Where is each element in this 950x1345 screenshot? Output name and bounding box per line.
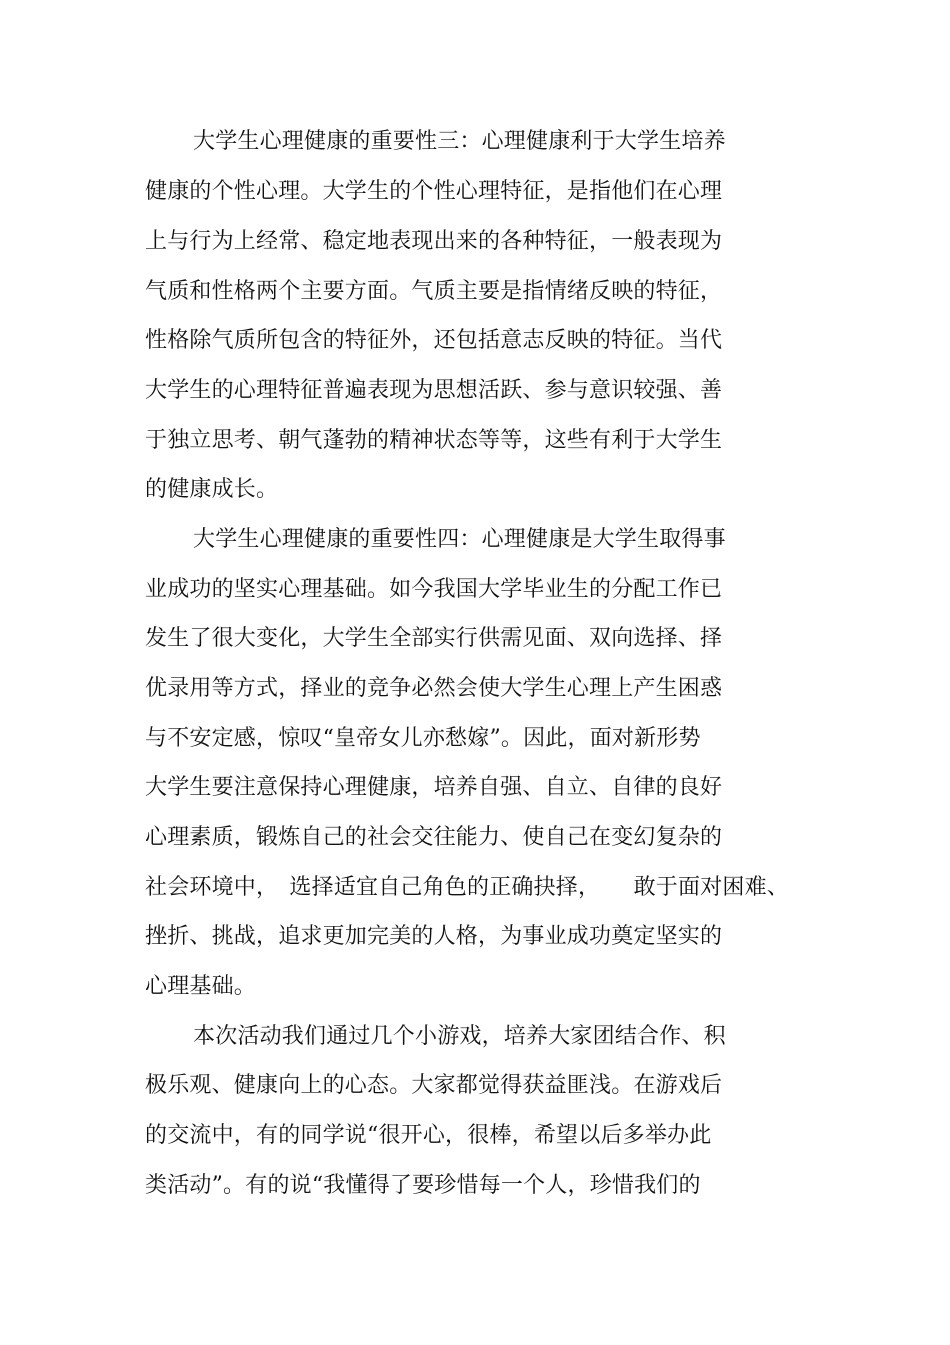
paragraph-3-line-2: 健康的个性心理。大学生的个性心理特征，是指他们在心理 — [145, 179, 723, 204]
paragraph-4-line-10: 心理基础。 — [145, 974, 257, 999]
paragraph-3-line-1: 大学生心理健康的重要性三：心理健康利于大学生培养 — [193, 129, 726, 154]
paragraph-4-line-3: 发生了很大变化，大学生全部实行供需见面、双向选择、择 — [145, 626, 723, 651]
paragraph-3-line-8: 的健康成长。 — [145, 477, 279, 502]
paragraph-4-line-4: 优录用等方式，择业的竞争必然会使大学生心理上产生困惑 — [145, 676, 723, 701]
paragraph-3-line-7: 于独立思考、朝气蓬勃的精神状态等等，这些有利于大学生 — [145, 428, 723, 453]
paragraph-5-line-3: 的交流中，有的同学说“很开心，很棒，希望以后多举办此 — [145, 1123, 712, 1148]
paragraph-3-line-6: 大学生的心理特征普遍表现为思想活跃、参与意识较强、善 — [145, 378, 723, 403]
paragraph-4-line-2: 业成功的坚实心理基础。如今我国大学毕业生的分配工作已 — [145, 577, 723, 602]
paragraph-5-line-4: 类活动”。有的说“我懂得了要珍惜每一个人，珍惜我们的 — [145, 1173, 701, 1198]
paragraph-3-line-3: 上与行为上经常、稳定地表现出来的各种特征，一般表现为 — [145, 229, 723, 254]
paragraph-4-line-1: 大学生心理健康的重要性四：心理健康是大学生取得事 — [193, 527, 726, 552]
paragraph-4-line-8: 社会环境中， 选择适宜自己角色的正确抉择， 敢于面对困难、 — [145, 875, 790, 900]
paragraph-4-line-9: 挫折、挑战，追求更加完美的人格，为事业成功奠定坚实的 — [145, 924, 723, 949]
paragraph-4-line-6: 大学生要注意保持心理健康，培养自强、自立、自律的良好 — [145, 775, 723, 800]
paragraph-4-line-5: 与不安定感，惊叹“皇帝女儿亦愁嫁”。因此，面对新形势 — [145, 726, 701, 751]
paragraph-5-line-1: 本次活动我们通过几个小游戏，培养大家团结合作、积 — [193, 1024, 726, 1049]
paragraph-5-line-2: 极乐观、健康向上的心态。大家都觉得获益匪浅。在游戏后 — [145, 1073, 723, 1098]
paragraph-3-line-5: 性格除气质所包含的特征外，还包括意志反映的特征。当代 — [145, 328, 723, 353]
paragraph-4-line-7: 心理素质，锻炼自己的社会交往能力、使自己在变幻复杂的 — [145, 825, 723, 850]
paragraph-3-line-4: 气质和性格两个主要方面。气质主要是指情绪反映的特征， — [145, 279, 723, 304]
